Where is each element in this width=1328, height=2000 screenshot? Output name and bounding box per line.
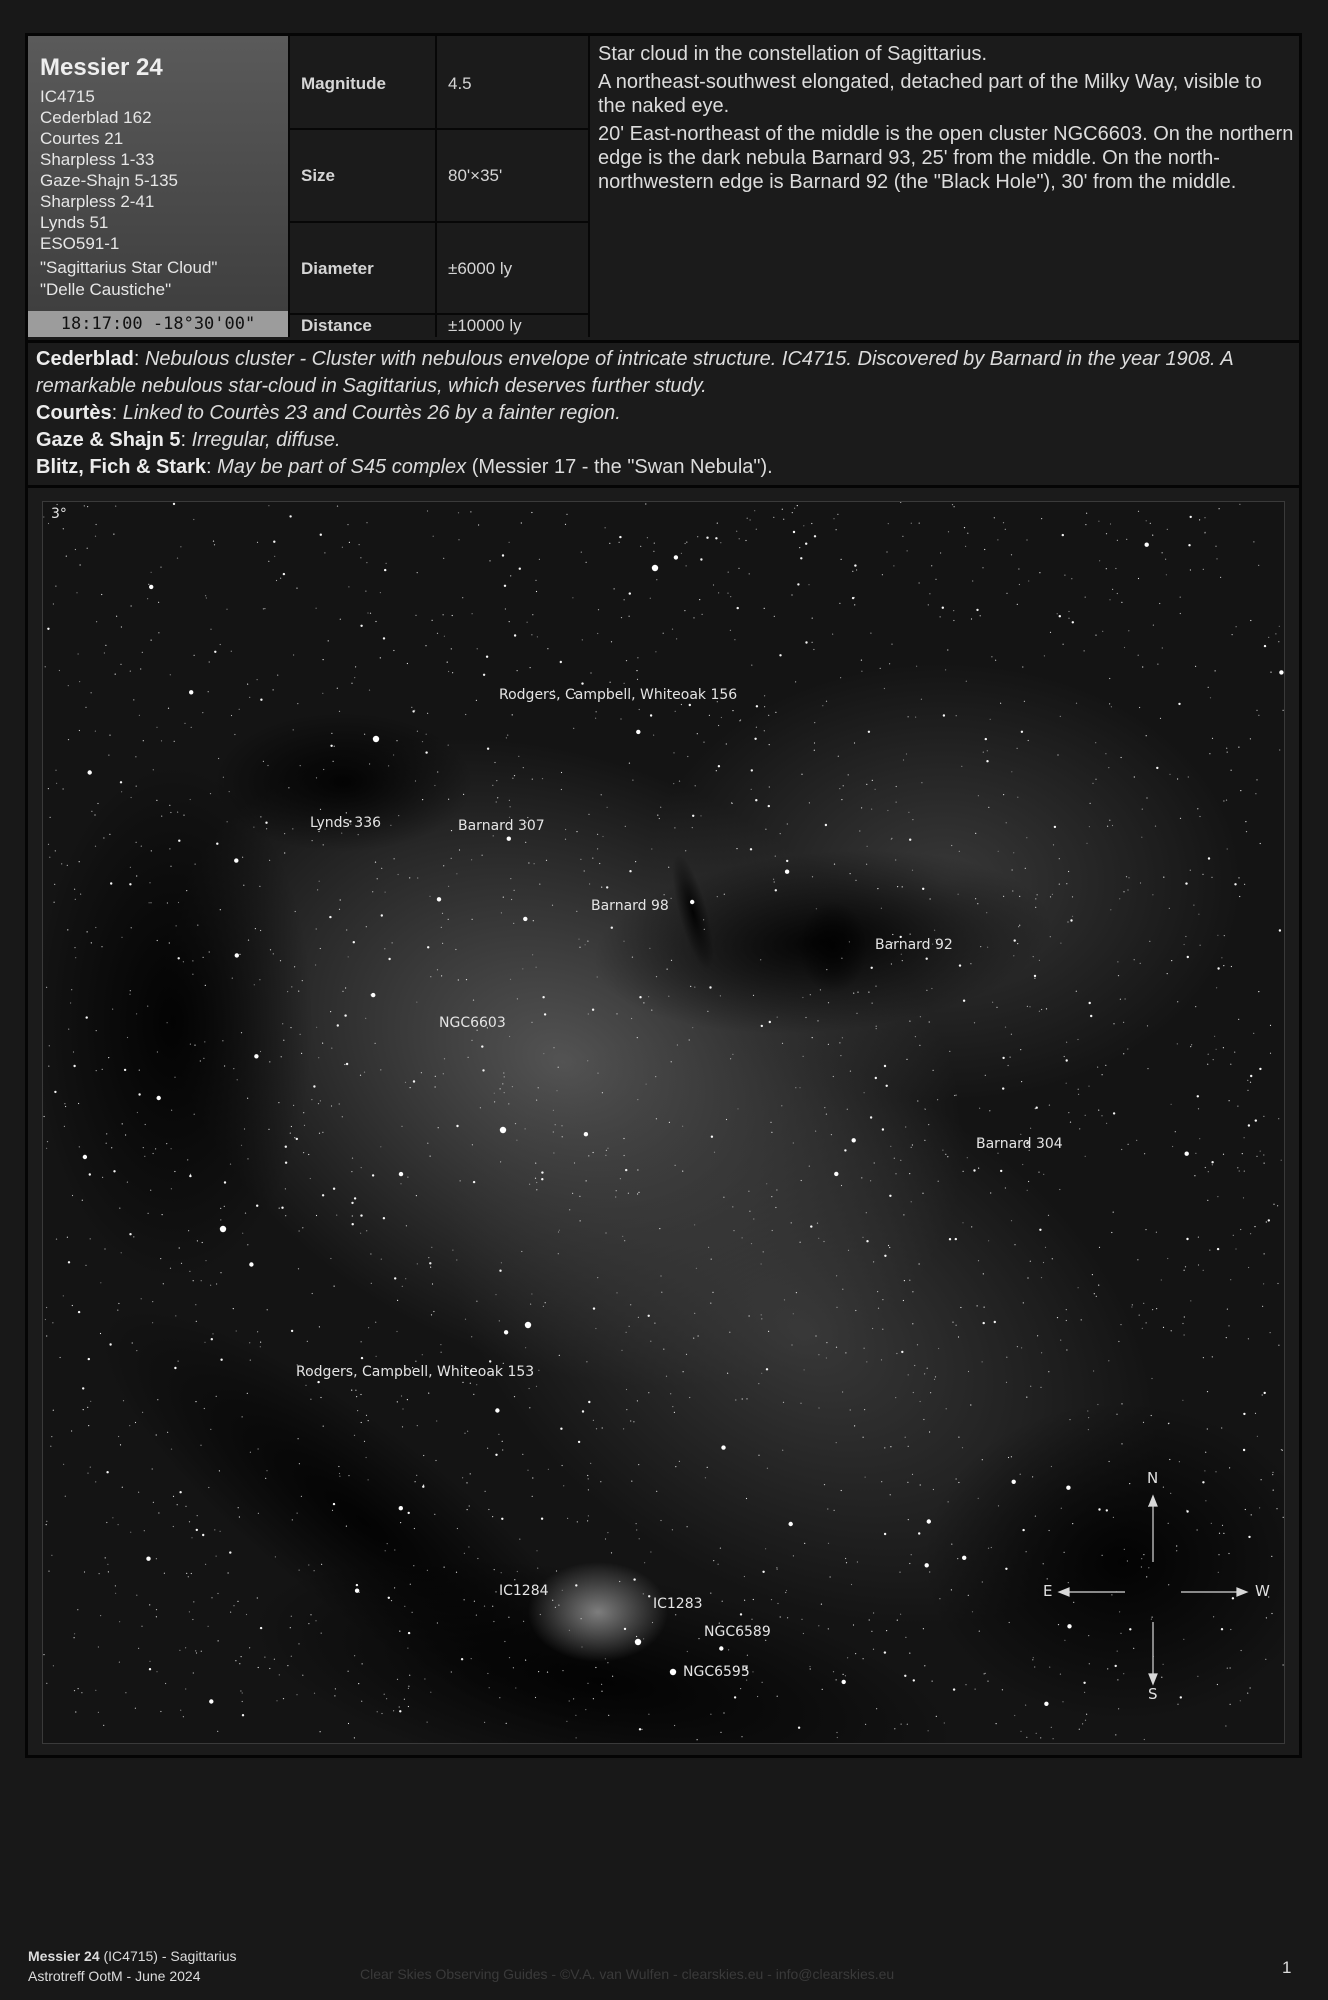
description-paragraph: 20' East-northeast of the middle is the open cluster NGC6603. On the northern edge is the dark nebula Barnard 93, 25' from the middle. On the north-northwestern edge is Barnard 92 (the "Black Hole"), 30' from the middle. [598, 123, 1294, 193]
starfield-photo [42, 501, 1285, 1744]
property-row [290, 221, 588, 315]
footer-object-info [28, 1946, 237, 1986]
note-line: Courtès: Linked to Courtès 23 and Courtès 26 by a fainter region. [36, 402, 621, 424]
compass-north: N [1147, 1469, 1159, 1487]
compass-east: E [1043, 1582, 1053, 1600]
object-label: IC1283 [653, 1596, 703, 1612]
property-value: ±6000 ly [448, 259, 513, 278]
footer-title [28, 1946, 237, 1966]
object-label: NGC6603 [439, 1015, 506, 1031]
properties-table [290, 36, 588, 337]
object-label: Barnard 92 [875, 937, 953, 953]
divider [588, 36, 590, 337]
object-label: Rodgers, Campbell, Whiteoak 156 [499, 687, 738, 703]
object-coordinates: 18:17:00 -18°30'00" [28, 311, 288, 337]
property-row [290, 313, 588, 337]
object-title: Messier 24 [40, 54, 163, 81]
property-row [290, 128, 588, 223]
description-paragraph: Star cloud in the constellation of Sagittarius. [598, 43, 988, 65]
catalogue-notes [36, 346, 1291, 484]
alias: Gaze-Shajn 5-135 [40, 171, 178, 190]
alias: IC4715 [40, 87, 95, 106]
property-value: 80'×35' [448, 166, 503, 185]
property-row [290, 36, 588, 130]
alias: Cederblad 162 [40, 108, 152, 127]
alias: Courtes 21 [40, 129, 124, 148]
observing-guide-sheet [25, 33, 1302, 1758]
note-text: Linked to Courtès 23 and Courtès 26 by a fainter region. [122, 402, 621, 424]
object-aliases [40, 86, 178, 254]
note-source: Gaze & Shajn 5 [36, 429, 181, 451]
object-label: Barnard 307 [458, 818, 545, 834]
property-value: ±10000 ly [448, 316, 522, 335]
note-extra: (Messier 17 - the "Swan Nebula"). [466, 456, 773, 478]
object-label: NGC6595 [683, 1664, 750, 1680]
note-line: Blitz, Fich & Stark: May be part of S45 complex (Messier 17 - the "Swan Nebula"). [36, 456, 773, 478]
compass-south: S [1148, 1685, 1158, 1703]
note-text: Irregular, diffuse. [191, 429, 341, 451]
object-header [28, 36, 1299, 343]
note-line: Cederblad: Nebulous cluster - Cluster with nebulous envelope of intricate structure. IC4715. Discovered by Barnard in the year 1908. A remarkable nebulous star-cloud in Sagittarius, which deserves further study. [36, 348, 1233, 397]
object-label: NGC6589 [704, 1624, 771, 1640]
nickname: "Delle Caustiche" [40, 280, 172, 299]
nickname: "Sagittarius Star Cloud" [40, 258, 218, 277]
footer-credits: Clear Skies Observing Guides - ©V.A. van Wulfen - clearskies.eu - info@clearskies.eu [360, 1966, 895, 1982]
property-label: Size [301, 166, 336, 185]
compass-rose [43, 502, 1284, 1743]
object-description [598, 42, 1294, 198]
object-label: Rodgers, Campbell, Whiteoak 153 [296, 1364, 535, 1380]
field-scale-label: 3° [51, 506, 67, 522]
alias: Lynds 51 [40, 213, 109, 232]
note-line: Gaze & Shajn 5: Irregular, diffuse. [36, 429, 341, 451]
alias: ESO591-1 [40, 234, 120, 253]
object-label: IC1284 [499, 1583, 549, 1599]
note-source: Cederblad [36, 348, 134, 370]
object-label: Barnard 98 [591, 898, 669, 914]
alias: Sharpless 1-33 [40, 150, 155, 169]
footer-object-name: Messier 24 [28, 1948, 100, 1964]
property-value: 4.5 [448, 74, 472, 93]
note-text: Nebulous cluster - Cluster with nebulous envelope of intricate structure. IC4715. Discovered by Barnard in the year 1908. A remarkable nebulous star-cloud in Sagittarius, which deserves further study. [36, 348, 1233, 397]
page-number: 1 [1282, 1958, 1292, 1977]
property-label: Magnitude [301, 74, 386, 93]
object-nicknames [40, 257, 217, 301]
note-source: Courtès [36, 402, 112, 424]
note-source: Blitz, Fich & Stark [36, 456, 207, 478]
object-name-box [28, 36, 288, 311]
property-label: Diameter [301, 259, 374, 278]
description-paragraph: A northeast-southwest elongated, detached part of the Milky Way, visible to the naked eye. [598, 71, 1262, 117]
alias: Sharpless 2-41 [40, 192, 155, 211]
footer-event: Astrotreff OotM - June 2024 [28, 1968, 201, 1984]
object-label: Lynds 336 [310, 815, 382, 831]
property-label: Distance [301, 316, 372, 335]
footer-object-rest: (IC4715) - Sagittarius [99, 1948, 237, 1964]
divider [28, 485, 1299, 488]
note-text: May be part of S45 complex [217, 456, 467, 478]
object-label: Barnard 304 [976, 1136, 1063, 1152]
compass-west: W [1255, 1582, 1270, 1600]
